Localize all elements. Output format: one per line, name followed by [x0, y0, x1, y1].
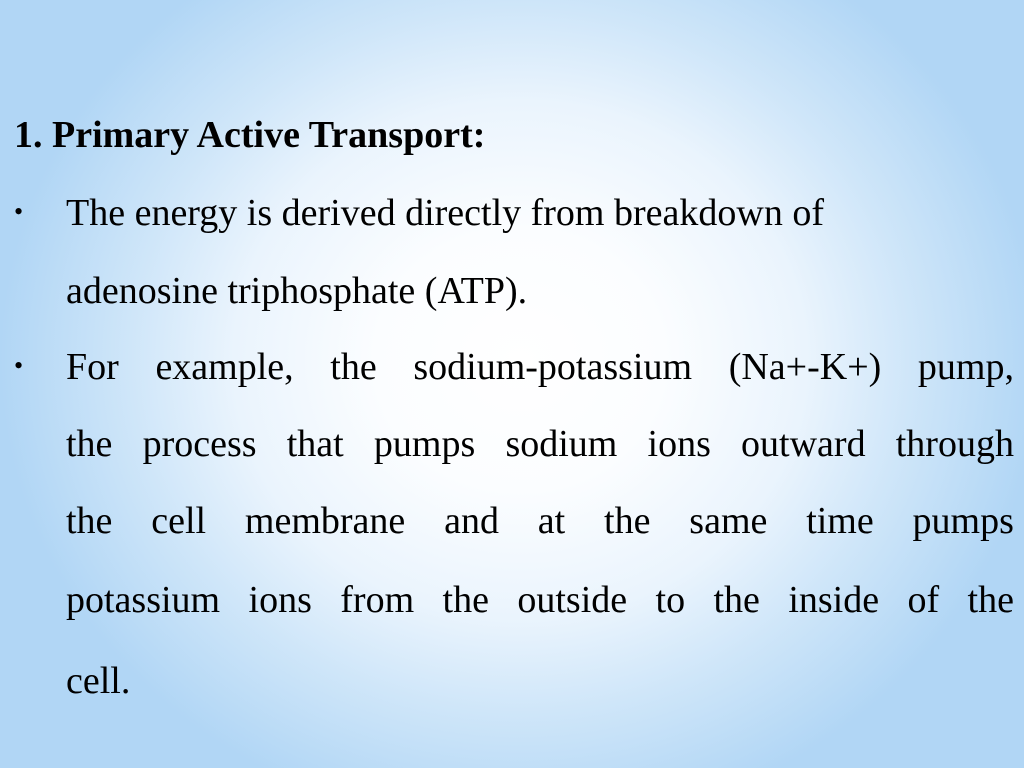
word: the — [330, 346, 377, 388]
word: process — [142, 423, 257, 465]
bullet-1-line-1: The energy is derived directly from breakdown of — [66, 192, 824, 234]
word: the — [66, 423, 113, 465]
word: sodium-potassium — [413, 346, 693, 388]
word: of — [907, 579, 940, 621]
word: time — [806, 500, 874, 542]
word: example, — [155, 346, 294, 388]
word: membrane — [244, 500, 406, 542]
word: to — [655, 579, 686, 621]
word: sodium — [505, 423, 618, 465]
word: For — [66, 346, 119, 388]
word: ions — [647, 423, 711, 465]
word: the — [713, 579, 760, 621]
word: from — [340, 579, 415, 621]
bullet-1-line-2: adenosine triphosphate (ATP). — [66, 270, 528, 312]
word: pumps — [912, 500, 1014, 542]
slide-heading — [14, 112, 485, 158]
word: that — [286, 423, 344, 465]
word: the — [967, 579, 1014, 621]
word: outside — [517, 579, 628, 621]
bullet-2-line-1 — [66, 344, 1014, 390]
bullet-2-line-5: cell. — [66, 660, 131, 702]
word: at — [537, 500, 566, 542]
word: inside — [788, 579, 880, 621]
bullet-2-line-3 — [66, 498, 1014, 544]
bullet-2-line-2 — [66, 421, 1014, 467]
heading-number: 1. — [14, 114, 43, 156]
word: the — [442, 579, 489, 621]
word: the — [604, 500, 651, 542]
word: same — [689, 500, 768, 542]
bullet-2-line-4 — [66, 577, 1014, 623]
word: through — [895, 423, 1014, 465]
word: ions — [248, 579, 312, 621]
word: and — [444, 500, 499, 542]
bullet-marker: • — [14, 197, 24, 226]
word: potassium — [66, 579, 221, 621]
word: (Na+-K+) — [728, 346, 882, 388]
word: pumps — [373, 423, 476, 465]
heading-title: Primary Active Transport: — [52, 114, 486, 156]
word: pump, — [917, 346, 1014, 388]
word: the — [66, 500, 113, 542]
bullet-marker: • — [14, 351, 24, 380]
word: outward — [741, 423, 866, 465]
word: cell — [151, 500, 207, 542]
